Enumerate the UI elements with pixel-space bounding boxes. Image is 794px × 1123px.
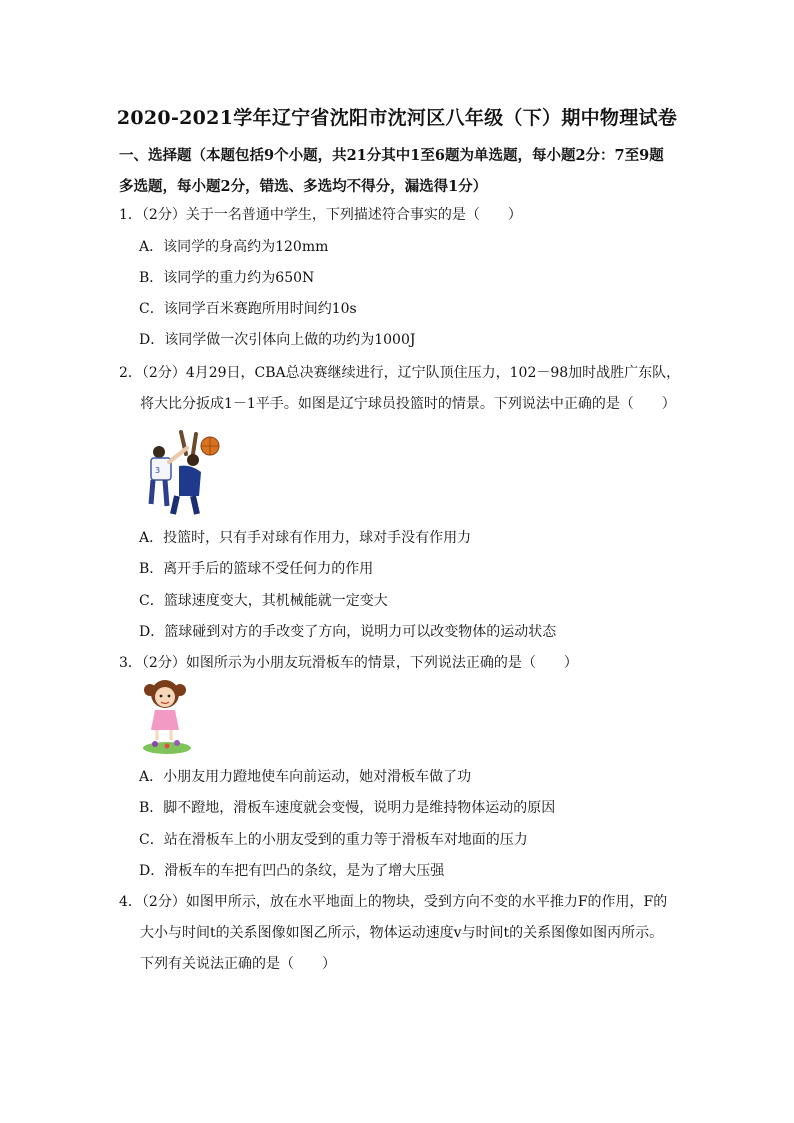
question-4-stem — [119, 887, 699, 980]
question-3-option-b: B．脚不蹬地，滑板车速度就会变慢，说明力是维持物体运动的原因 — [139, 800, 556, 816]
question-2-stem — [119, 358, 699, 420]
question-1-option-b: B．该同学的重力约为650N — [139, 270, 315, 286]
question-3-stem-line-1: 3．（2分）如图所示为小朋友玩滑板车的情景，下列说法正确的是（ ） — [119, 655, 578, 671]
page-title: 2020-2021学年辽宁省沈阳市沈河区八年级（下）期中物理试卷 — [116, 107, 678, 129]
section-heading-line-1: 一、选择题（本题包括9个小题，共21分其中1至6题为单选题，每小题2分：7至9题 — [119, 147, 664, 164]
question-2-option-b: B．离开手后的篮球不受任何力的作用 — [139, 561, 374, 577]
question-1-option-a: A．该同学的身高约为120mm — [139, 239, 329, 255]
question-3-option-d: D．滑板车的车把有凹凸的条纹，是为了增大压强 — [139, 863, 445, 879]
question-3-stem — [119, 648, 699, 679]
question-1-option-c: C．该同学百米赛跑所用时间约10s — [139, 301, 357, 317]
question-2-stem-line-2: 将大比分扳成1－1平手。如图是辽宁球员投篮时的情景。下列说法中正确的是（ ） — [140, 396, 676, 412]
basketball-players-figure — [141, 424, 221, 516]
question-2-option-c: C．篮球速度变大，其机械能就一定变大 — [139, 593, 388, 609]
question-3-option-a: A．小朋友用力蹬地使车向前运动，她对滑板车做了功 — [139, 769, 472, 785]
child-scooter-figure — [141, 678, 193, 756]
question-4-stem-line-1: 4．（2分）如图甲所示，放在水平地面上的物块，受到方向不变的水平推力F的作用，F的 — [119, 894, 668, 910]
question-2-option-a: A．投篮时，只有手对球有作用力，球对手没有作用力 — [139, 530, 472, 546]
question-1-option-d: D．该同学做一次引体向上做的功约为1000J — [139, 332, 416, 348]
question-1-stem-line-1: 1．（2分）关于一名普通中学生，下列描述符合事实的是（ ） — [119, 207, 522, 223]
question-4-stem-line-3: 下列有关说法正确的是（ ） — [140, 956, 336, 972]
question-3-option-c: C．站在滑板车上的小朋友受到的重力等于滑板车对地面的压力 — [139, 832, 528, 848]
question-1-stem — [119, 200, 699, 231]
svg-text:3: 3 — [155, 466, 161, 475]
question-2-option-d: D．篮球碰到对方的手改变了方向，说明力可以改变物体的运动状态 — [139, 624, 557, 640]
question-4-stem-line-2: 大小与时间t的关系图像如图乙所示，物体运动速度v与时间t的关系图像如图丙所示。 — [140, 925, 664, 941]
section-heading — [119, 140, 689, 202]
section-heading-line-2: 多选题，每小题2分，错选、多选均不得分，漏选得1分） — [119, 178, 488, 195]
question-2-stem-line-1: 2．（2分）4月29日，CBA总决赛继续进行，辽宁队顶住压力，102－98加时战胜广东队， — [119, 365, 681, 381]
